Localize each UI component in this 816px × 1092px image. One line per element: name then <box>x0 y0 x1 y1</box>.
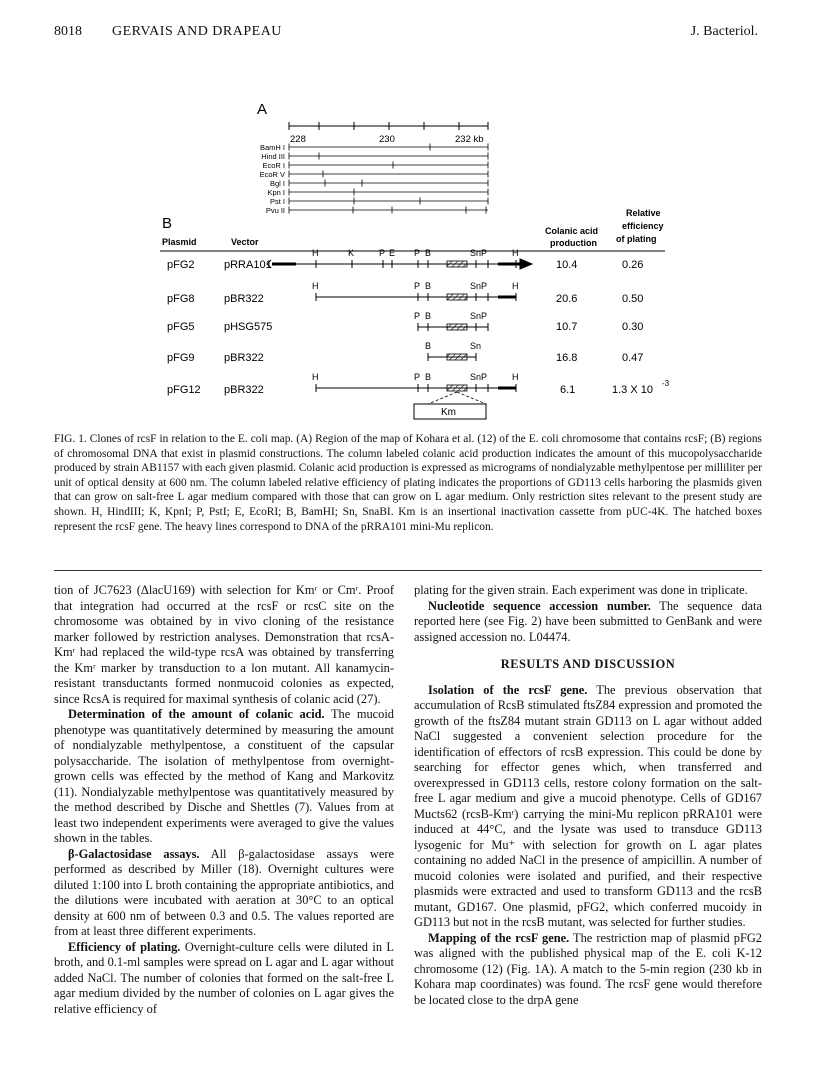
sites-pFG8 <box>312 281 519 291</box>
run-in-heading: Mapping of the rcsF gene. <box>428 930 570 945</box>
row-efficiency: 0.50 <box>622 293 644 305</box>
site-label: SnP <box>470 311 488 321</box>
row-colanic: 20.6 <box>556 293 578 305</box>
row-vector: pHSG575 <box>224 321 273 333</box>
row-colanic: 6.1 <box>560 384 576 396</box>
site-label: E <box>389 248 396 258</box>
row-plasmid: pFG9 <box>167 352 195 364</box>
site-label: B <box>425 341 432 351</box>
figure-caption: FIG. 1. Clones of rcsF in relation to the E. coli map. (A) Region of the map of Kohara et al. (12) of the E. coli chromosome that contains rcsF; (B) regions of chromosomal DNA that exist in plasmid constructions. The column labeled colanic acid production indicates the amount of this mucopolysaccharide produced by strain AB1157 with each given plasmid. Colanic acid production is expressed as micrograms of nondialyzable methylpentose per milliliter per unit of optical density at 600 nm. The column labeled relative efficiency of plating indicates the proportions of GD113 cells harboring the plasmids given that can grow on salt-free L agar medium compared with those that can grow on L agar medium. Only restriction sites relevant to the present study are shown. H, HindIII; K, KpnI; P, PstI; E, EcoRI; B, BamHI; Sn, SnaBI. Km is an insertional inactivation cassette from pUC-4K. The hatched boxes represent the rcsF gene. The heavy lines correspond to DNA of the pRRA101 mini-Mu replicon. <box>54 433 762 533</box>
map-pFG12 <box>316 384 516 419</box>
scale-label-232: 232 kb <box>455 134 484 145</box>
paragraph <box>414 683 762 931</box>
col-colanic-1: Colanic acid <box>545 226 599 236</box>
site-label: H <box>512 281 519 291</box>
sites-pFG5 <box>414 311 487 321</box>
run-in-heading: β-Galactosidase assays. <box>68 846 200 861</box>
panel-a-label: A <box>257 101 268 118</box>
site-label: SnP <box>470 372 488 382</box>
left-column <box>54 583 394 1017</box>
enzyme-label: EcoR V <box>259 170 285 179</box>
col-relative-3: of plating <box>616 234 657 244</box>
site-label: P <box>414 372 421 382</box>
row-plasmid: pFG2 <box>167 259 195 271</box>
site-label: SnP <box>470 281 488 291</box>
site-label: P <box>379 248 386 258</box>
site-label: H <box>312 281 319 291</box>
paragraph-text: Overnight-culture cells were diluted in L broth, and 0.1-ml samples were spread on L agar and L agar without added NaCl. The number of colonies that formed on the salt-free L agar medium divided by the number of colonies on L agar gives the relative efficiency of <box>54 939 394 1016</box>
site-label: P <box>414 281 421 291</box>
journal-name: J. Bacteriol. <box>690 24 758 39</box>
page-number: 8018 <box>54 24 82 39</box>
run-in-heading: Nucleotide sequence accession number. <box>428 598 651 613</box>
row-efficiency: 0.26 <box>622 259 644 271</box>
paragraph-text: The previous observation that accumulation of RcsB stimulated ftsZ84 expression and promoted the growth of the ftsZ84 mutant strain GD113 on L agar without added NaCl suggested a convenient selection procedure for the identification of effectors of rcsB expression. This could be done by searching for effector genes which, when transferred and overexpressed in GD113 cells, restore colony formation on the salt-free L agar medium and give a mucoid phenotype. Cells of GD167 Mucts62 (rcsB-Kmʳ) carrying the mini-Mu replicon pRRA101 were induced at 44°C, and the lysate was used to transduce GD113 lysogenic for Mu⁺ with selection for growth on L agar plates containing no added NaCl in the presence of ampicillin. A number of mucoid colonies were isolated and purified, and their respective plasmids were extracted and used to transform GD113 and the rcsB mutant, GD167. One plasmid, pFG2, which conferred mucoidy in GD113 but not in the rcsB mutant, was selected for further studies. <box>414 682 762 929</box>
site-label: H <box>312 372 319 382</box>
row-efficiency: 0.30 <box>622 321 644 333</box>
section-heading: RESULTS AND DISCUSSION <box>500 657 676 671</box>
run-in-heading: Determination of the amount of colanic acid. <box>68 707 325 721</box>
row-colanic: 10.7 <box>556 321 578 333</box>
figure-1 <box>0 0 816 430</box>
row-colanic: 10.4 <box>556 259 578 271</box>
sites-pFG12 <box>312 372 519 382</box>
paragraph <box>54 707 394 847</box>
col-plasmid: Plasmid <box>162 237 197 247</box>
row-vector: pRRA101 <box>224 259 272 271</box>
caption-rule <box>54 570 762 571</box>
run-in-heading: Isolation of the rcsF gene. <box>428 682 588 697</box>
enzyme-label: Bgl I <box>269 179 285 188</box>
site-label: B <box>425 248 432 258</box>
restriction-map-rows <box>260 143 488 215</box>
row-vector: pBR322 <box>224 352 264 364</box>
map-pFG5 <box>418 323 488 331</box>
row-plasmid: pFG5 <box>167 321 195 333</box>
site-label: SnP <box>470 248 488 258</box>
paragraph-text: All β-galactosidase assays were performed as described by Miller (18). Overnight cultures were diluted 1:100 into L broth containing the appropriate antibiotics, and the dilutions were incubated with aeration at 30°C to an optical density at 600 nm of between 0.3 and 0.5. The values reported are from at least three different experiments. <box>54 846 394 938</box>
col-colanic-2: production <box>550 238 597 248</box>
scale-label-230: 230 <box>379 134 395 145</box>
row-colanic: 16.8 <box>556 352 578 364</box>
col-relative-1: Relative <box>626 208 661 218</box>
site-label: B <box>425 372 432 382</box>
enzyme-label: Kpn I <box>267 188 285 197</box>
row-plasmid: pFG8 <box>167 293 195 305</box>
run-in-heading: Efficiency of plating. <box>68 939 181 954</box>
row-efficiency: 0.47 <box>622 352 644 364</box>
row-plasmid: pFG12 <box>167 384 201 396</box>
paragraph <box>54 940 394 1018</box>
paragraph-text: The mucoid phenotype was quantitatively determined by measuring the amount of nondialyzable methylpentose, a constituent of the capsular polysaccharide. The isolation of methylpentose from overnight-grown cells was effected by the method of Kang and Markovitz (11). Nondialyzable methylpentose was quantitatively measured by the method described by Dische and Shettles (7). Values from at least two independent experiments were averaged to give the values shown in the tables. <box>54 707 394 845</box>
site-label: H <box>512 248 519 258</box>
enzyme-label: EcoR I <box>262 161 285 170</box>
site-label: Sn <box>470 341 482 351</box>
scale-label-228: 228 <box>290 134 306 145</box>
panel-b-label: B <box>162 215 173 232</box>
km-label: Km <box>441 407 456 418</box>
enzyme-label: Hind III <box>261 152 285 161</box>
site-label: B <box>425 281 432 291</box>
row-efficiency-exponent: -3 <box>662 379 670 388</box>
right-column <box>414 583 762 1008</box>
map-pFG2 <box>267 259 532 269</box>
row-vector: pBR322 <box>224 384 264 396</box>
site-label: P <box>414 248 421 258</box>
sites-pFG9 <box>425 341 481 351</box>
enzyme-label: Pst I <box>269 197 285 206</box>
paragraph <box>414 599 762 646</box>
paragraph: plating for the given strain. Each experiment was done in triplicate. <box>414 583 748 597</box>
col-relative-2: efficiency <box>622 221 664 231</box>
sites-pFG2 <box>312 248 519 258</box>
site-label: H <box>512 372 519 382</box>
col-vector: Vector <box>231 237 259 247</box>
paragraph <box>54 847 394 940</box>
paragraph-text: The sequence data reported here (see Fig. 2) have been submitted to GenBank and were assigned accession no. L04474. <box>414 598 762 644</box>
map-pFG9 <box>428 353 476 361</box>
paragraph-text: The restriction map of plasmid pFG2 was aligned with the published physical map of the E. coli K-12 chromosome (12) (Fig. 1A). A match to the 5-min region (230 kb in Kohara map coordinates) was found. The rcsF gene would therefore be located close to the drpA gene <box>414 930 762 1007</box>
enzyme-label: BamH I <box>259 143 285 152</box>
row-vector: pBR322 <box>224 293 264 305</box>
site-label: P <box>414 311 421 321</box>
site-label: B <box>425 311 432 321</box>
site-label: K <box>348 248 355 258</box>
enzyme-label: Pvu II <box>265 206 285 215</box>
paragraph <box>414 931 762 1009</box>
running-authors: GERVAIS AND DRAPEAU <box>112 24 282 39</box>
row-efficiency: 1.3 X 10 <box>612 384 653 396</box>
site-label: H <box>312 248 319 258</box>
map-pFG8 <box>316 293 516 301</box>
paragraph: tion of JC7623 (ΔlacU169) with selection for Kmʳ or Cmʳ. Proof that integration had occurred at the rcsF or rcsC site on the chromosome was obtained by in vivo cloning of the resistance marker followed by restriction analyses. Demonstration that rcsA-Kmʳ had replaced the wild-type rcsA was obtained by transferring the Kmʳ marker by transduction to a lon mutant. All kanamycin-resistant transductants formed nonmucoid colonies as expected, since RcsA is required for maximal synthesis of colanic acid (27). <box>54 583 394 706</box>
